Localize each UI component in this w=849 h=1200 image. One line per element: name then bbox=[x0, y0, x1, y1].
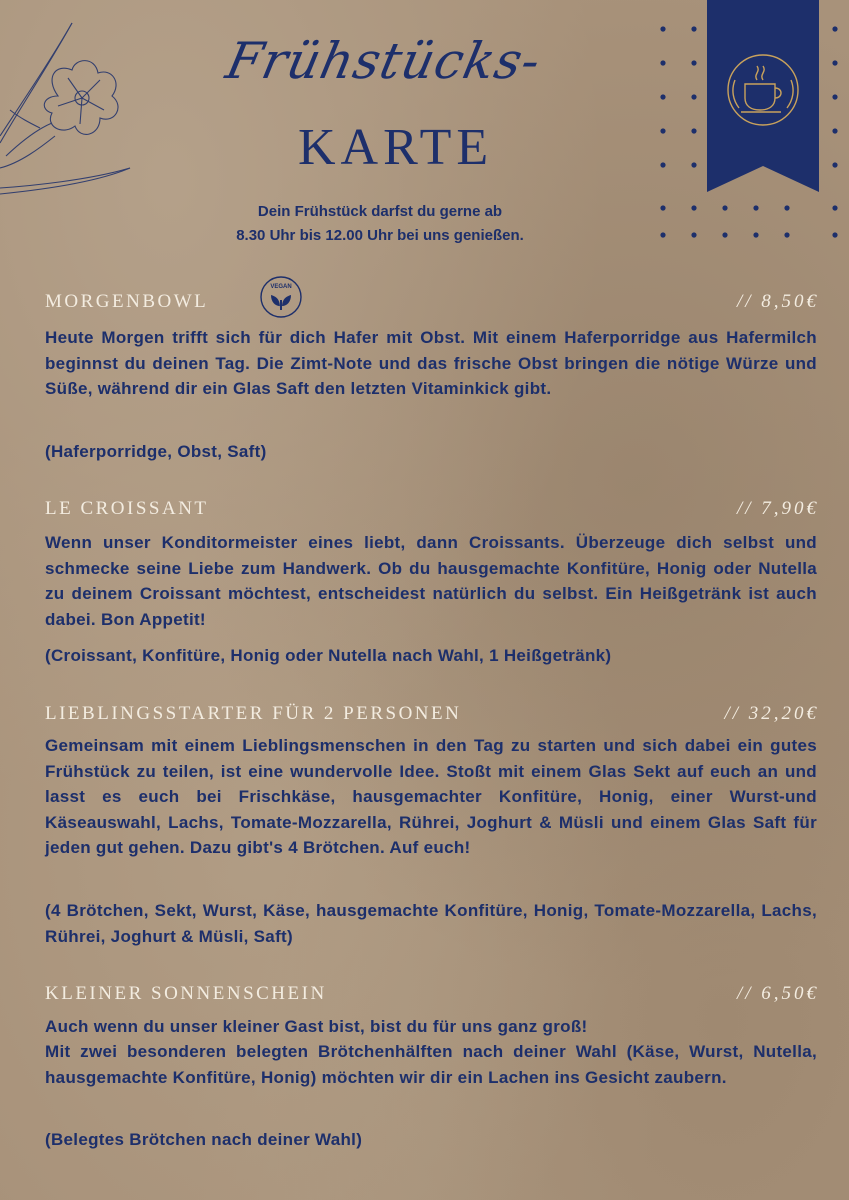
leaf-icon bbox=[271, 295, 291, 310]
item-desc-croissant: Wenn unser Konditormeister eines liebt, dann Croissants. Überzeuge dich selbst und schmecke seine Liebe zum Handwerk. Ob du hausgemachte Konfitüre, Honig oder Nutella zu deinem Croissant möchtest, entscheidest natürlich du selbst. Ein Heißgetränk ist auch dabei. Bon Appetit! bbox=[45, 533, 817, 629]
item-desc-sonnenschein: Mit zwei besonderen belegten Brötchenhälften nach deiner Wahl (Käse, Wurst, Nutella, hausgemachte Konfitüre, Honig) möchten wir dir ein Lachen ins Gesicht zaubern. bbox=[45, 1042, 817, 1087]
item-name-lieblingsstarter: LIEBLINGSSTARTER FÜR 2 PERSONEN bbox=[45, 703, 462, 724]
opening-hours-text bbox=[140, 200, 620, 248]
coffee-banner bbox=[707, 0, 819, 192]
item-includes-lieblingsstarter: (4 Brötchen, Sekt, Wurst, Käse, hausgemachte Konfitüre, Honig, Tomate-Mozzarella, Lachs, Rührei, Joghurt & Müsli, Saft) bbox=[45, 901, 817, 946]
item-name-morgenbowl: MORGENBOWL bbox=[45, 291, 209, 312]
flower-illustration-icon bbox=[0, 18, 135, 198]
intro-line-1: Dein Frühstück darfst du gerne ab bbox=[257, 203, 503, 220]
item-includes-sonnenschein: (Belegtes Brötchen nach deiner Wahl) bbox=[45, 1130, 363, 1149]
script-title: Frühstücks- bbox=[221, 32, 547, 90]
vegan-label: VEGAN bbox=[270, 284, 292, 290]
page-title: KARTE bbox=[298, 119, 494, 176]
item-includes-croissant: (Croissant, Konfitüre, Honig oder Nutella nach Wahl, 1 Heißgetränk) bbox=[45, 646, 612, 665]
item-price-lieblingsstarter: // 32,20€ bbox=[724, 703, 819, 724]
item-desc-lieblingsstarter: Gemeinsam mit einem Lieblingsmenschen in den Tag zu starten und sich dabei ein gutes Frühstück zu teilen, ist eine wundervolle Idee. Stoßt mit einem Glas Sekt auf euch an und lasst es euch bei Frischkäse, hausgemachter Konfitüre, Honig, einer Wurst-und Käseauswahl, Lachs, Tomate-Mozzarella, Rührei, Joghurt & Müsli und einem Glas Saft für jeden gut gehen. Dazu gibt's 4 Brötchen. Auf euch! bbox=[45, 736, 817, 857]
item-desc-morgenbowl: Heute Morgen trifft sich für dich Hafer mit Obst. Mit einem Haferporridge aus Hafermilch beginnst du deinen Tag. Die Zimt-Note und das frische Obst bringen die nötige Würze und Süße, während dir ein Glas Saft den letzten Vitaminkick gibt. bbox=[45, 328, 817, 398]
item-price-morgenbowl: // 8,50€ bbox=[736, 291, 819, 312]
vegan-badge bbox=[259, 275, 303, 319]
item-price-sonnenschein: // 6,50€ bbox=[736, 983, 819, 1004]
item-price-croissant: // 7,90€ bbox=[736, 498, 819, 519]
item-name-sonnenschein: KLEINER SONNENSCHEIN bbox=[45, 983, 327, 1004]
item-includes-morgenbowl: (Haferporridge, Obst, Saft) bbox=[45, 442, 267, 461]
item-name-croissant: LE CROISSANT bbox=[45, 498, 209, 519]
item-desc-sonnenschein-line1: Auch wenn du unser kleiner Gast bist, bist du für uns ganz groß! bbox=[45, 1017, 588, 1036]
intro-line-2: 8.30 Uhr bis 12.00 Uhr bei uns genießen. bbox=[236, 227, 524, 244]
